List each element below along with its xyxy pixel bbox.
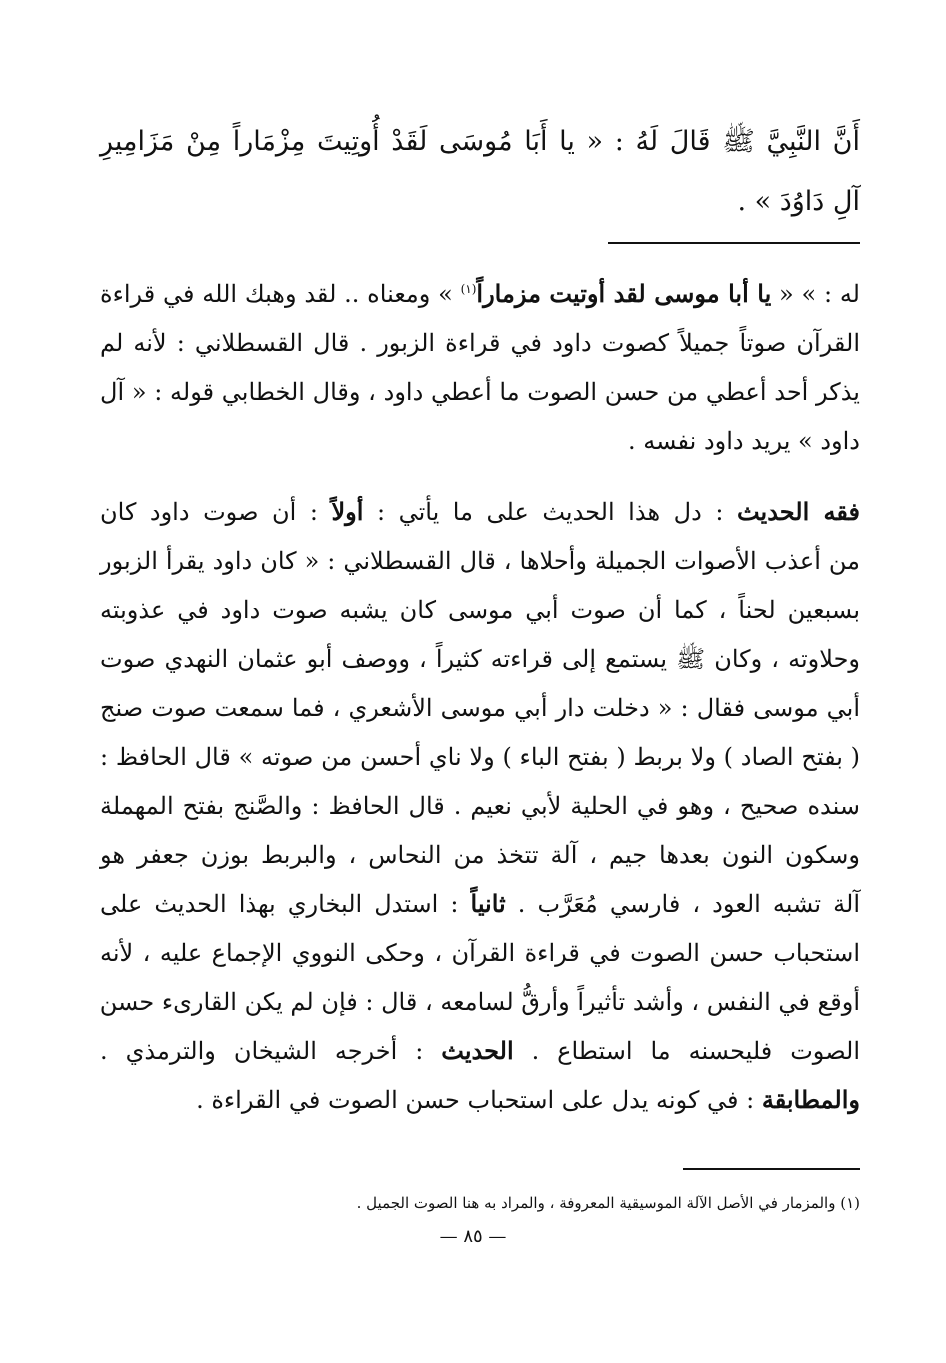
hadith-line-1: أَنَّ النَّبِيَّ ﷺ قَالَ لَهُ : « يا أَبَا مُوسَى لَقَدْ أُوتِيتَ مِزْمَاراً مِنْ مَزَامِيرِ: [100, 126, 860, 157]
fiqh-line-7: سنده صحيح ، وهو في الحلية لأبي نعيم . قال الحافظ : والصَّنج بفتح المهملة: [100, 792, 860, 820]
fiqh-line-6: ( بفتح الصاد ) ولا بربط ( بفتح الباء ) ولا ناي أحسن من صوته » قال الحافظ :: [100, 743, 860, 771]
page-number: — ٨٥ —: [439, 1226, 507, 1247]
fiqh-line-3: بسبعين لحناً ، كما أن صوت أبي موسى كان يشبه صوت داود في عذوبته: [100, 596, 860, 624]
fiqh-line-8: وسكون النون بعدها جيم ، آلة تتخذ من النحاس ، والبربط بوزن جعفر هو: [100, 841, 860, 869]
fiqh-line-11: أوقع في النفس ، وأشد تأثيراً وأرقُّ لسامعه ، قال : فإن لم يكن القارىء حسن: [99, 988, 860, 1016]
commentary-line-2: القرآن صوتاً جميلاً كصوت داود في قراءة الزبور . قال القسطلاني : لأنه لم: [100, 329, 860, 357]
footnote-divider: [683, 1168, 860, 1170]
fiqh-line-1: فقه الحديث : دل هذا الحديث على ما يأتي : أولاً : أن صوت داود كان: [100, 497, 861, 526]
fiqh-line-12: الصوت فليحسنه ما استطاع . الحديث : أخرجه الشيخان والترمذي .: [100, 1036, 860, 1065]
fiqh-line-2: من أعذب الأصوات الجميلة وأحلاها ، قال القسطلاني : « كان داود يقرأ الزبور: [100, 547, 860, 575]
fiqh-line-9: آلة تشبه العود ، فارسي مُعَرَّب . ثانياً : استدل البخاري بهذا الحديث على: [100, 889, 860, 918]
commentary-line-4: داود » يريد داود نفسه .: [627, 427, 860, 455]
hadith-line-2: آلِ دَاوُدَ » .: [737, 186, 860, 217]
fiqh-line-10: استحباب حسن الصوت في قراءة القرآن ، وحكى النووي الإجماع عليه ، لأنه: [100, 939, 860, 967]
commentary-line-1: له : » « يا أبا موسى لقد أوتيت مزماراً$^{(١)}$ » ومعناه .. لقد وهبك الله في قراءة: [100, 279, 860, 308]
commentary-line-3: يذكر أحد أعطي من حسن الصوت ما أعطي داود ، وقال الخطابي قوله : « آل: [100, 378, 860, 406]
fiqh-line-5: أبي موسى فقال : « دخلت دار أبي موسى الأشعري ، فما سمعت صوت صنج: [100, 694, 860, 722]
section-divider: [608, 242, 860, 244]
fiqh-line-13: والمطابقة : في كونه يدل على استحباب حسن الصوت في القراءة .: [196, 1085, 860, 1114]
fiqh-line-4: وحلاوته ، وكان ﷺ يستمع إلى قراءته كثيراً ، ووصف أبو عثمان النهدي صوت: [100, 645, 860, 673]
footnote: (١) والمزمار في الأصل الآلة الموسيقية المعروفة ، والمراد به هنا الصوت الجميل .: [356, 1194, 860, 1212]
